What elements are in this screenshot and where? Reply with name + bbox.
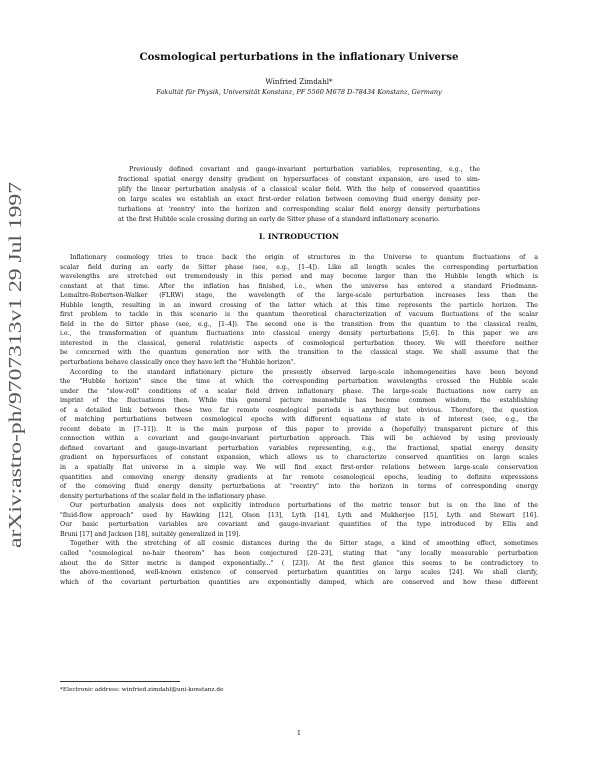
page-number: 1: [296, 729, 302, 737]
body-line: scalar field during an early de Sitter phase (see, e.g., [1–4]). Like all length scales the corresponding perturbation: [60, 263, 538, 271]
body-line: gradient on hypersurfaces of constant expansion, which allows us to characterize conserved quantities on large scales: [60, 454, 538, 462]
abstract-line: plify the linear perturbation analysis of a classical scalar field. With the help of conserved quantities: [118, 185, 480, 193]
abstract: [118, 165, 480, 224]
body-line: the "Hubble horizon" since the time at which the corresponding perturbation wavelengths crossed the Hubble scale: [60, 378, 538, 386]
author-affiliation: Fakultät für Physik, Universität Konstanz, PF 5560 M678 D-78434 Konstanz, Germany: [156, 88, 442, 96]
author-name: Winfried Zimdahl*: [265, 77, 333, 86]
arxiv-stamp: [2, 180, 28, 550]
body-line: quantities and comoving energy density gradients at far remote cosmological epochs, leading to definite expressions: [60, 473, 538, 481]
body-line: defined covariant and gauge-invariant perturbation variables representing, e.g., the fractional, spatial energy density: [60, 444, 538, 452]
section-heading: I. INTRODUCTION: [259, 232, 339, 241]
body-line: of the comoving fluid energy density perturbations at "reentry" into the horizon in terms of corresponding energy: [60, 483, 538, 491]
body-line: i.e., the transformation of quantum fluctuations into classical energy density perturbations [5,6]. In this paper we are: [60, 330, 538, 338]
body-line: Our basic perturbation variables are covariant and gauge-invariant quantities of the type introduced by Ellis and: [60, 521, 538, 529]
body-line: connection within a covariant and gauge-invariant perturbation approach. This will be achieved by using previously: [60, 435, 538, 443]
body-line: density perturbations of the scalar field in the inflationary phase.: [60, 492, 267, 500]
body-line: first problem to tackle in this scenario is the quantum theoretical characterization of vacuum fluctuations of the scalar: [60, 311, 538, 319]
body-line: Our perturbation analysis does not explicitly introduce perturbations of the metric tensor but is on the line of the: [70, 502, 538, 510]
body-line: field in the de Sitter phase (see, e.g., [1–4]). The second one is the transition from the quantum to the classical realm,: [60, 320, 538, 328]
abstract-line: on large scales we establish an exact first-order relation between comoving fluid energy density per-: [118, 195, 480, 203]
arxiv-stamp-text: arXiv:astro-ph/9707313v1 29 Jul 1997: [5, 276, 25, 548]
body-line: interested in the classical, general relativistic aspects of cosmological perturbation theory. We will therefore neither: [60, 339, 538, 347]
abstract-line: fractional spatial energy density gradient on hypersurfaces of constant expansion, are used to sim-: [118, 175, 480, 183]
body-line: Inflationary cosmology tries to trace back the origin of structures in the Universe to quantum fluctuations of a: [70, 254, 538, 261]
body-line: of a detailed link between these two far remote cosmological periods is anything but obvious. Therefore, the question: [60, 406, 538, 414]
body-line: Hubble length, resulting in an inward crossing of the latter which at this time represents the particle horizon. The: [60, 301, 538, 309]
paper-title: Cosmological perturbations in the inflationary Universe: [139, 51, 459, 63]
body-line: the above-mentioned, well-known existence of conserved perturbation quantities on large scales [24]. We shall clarify,: [60, 569, 538, 577]
body-line: Bruni [17] and Jackson [18], suitably generalized in [19].: [60, 530, 241, 538]
abstract-line: turbations at 'reentry' into the horizon and corresponding scalar field energy density perturbations: [118, 205, 480, 213]
body-line: According to the standard inflationary picture the presently observed large-scale inhomogeneities have been beyond: [70, 368, 538, 376]
body-line: perturbations behave classically once they have left the "Hubble horizon".: [60, 359, 296, 367]
body-text: [60, 253, 538, 587]
abstract-line: at the first Hubble scale crossing during an early de Sitter phase of a standard inflationary scenario.: [118, 215, 440, 223]
body-line: under the "slow-roll" conditions of a scalar field driven inflationary phase. The large-scale fluctuations now carry an: [60, 387, 538, 395]
body-line: be concerned with the quantum generation nor with the transition to the classical stage. We shall assume that the: [60, 349, 538, 357]
body-line: constant at that time. After the inflation has finished, i.e., when the universe has entered a standard Friedmann-: [60, 282, 538, 290]
body-line: Together with the stretching of all cosmic distances during the de Sitter stage, a kind of smoothing effect, sometimes: [70, 540, 538, 548]
body-line: imprint of the fluctuations then. While this general picture meanwhile has become common wisdom, the establishing: [60, 397, 538, 405]
body-line: in a spatially flat universe in a simple way. We will find exact first-order relations between large-scale conservation: [60, 464, 538, 472]
body-line: wavelengths are stretched out tremendously in this period and may become larger than the Hubble length which is: [60, 273, 538, 281]
body-line: of matching perturbations between cosmological epochs with different equations of state is of interest (see, e.g., the: [60, 416, 538, 424]
body-line: about the de Sitter metric is damped exponentially..." ( [23]). At the first glance this seems to be contradictory to: [60, 559, 538, 567]
footnote-rule: [60, 681, 180, 682]
abstract-line: Previously defined covariant and gauge-invariant perturbation variables, representing, e.g., the: [129, 166, 480, 173]
body-line: Lemaître-Robertson-Walker (FLRW) stage, the wavelength of the large-scale perturbation increases less than the: [60, 292, 538, 300]
body-line: called "cosmological no-hair theorem" has been conjectured [20–23], stating that "any locally measurable perturbation: [60, 549, 538, 557]
body-line: recent debate in [7–11]). It is the main purpose of this paper to provide a (hopefully) transparent picture of this: [60, 425, 538, 433]
footnote: *Electronic address: winfried.zimdahl@uni-konstanz.de: [60, 687, 224, 693]
body-line: which of the covariant perturbation quantities are exponentially damped, which are conserved and how these different: [60, 578, 538, 586]
body-line: "fluid-flow approach" used by Hawking [12], Olson [13], Lyth [14], Lyth and Mukherjee [15], Lyth and Stewart [16].: [60, 511, 538, 519]
